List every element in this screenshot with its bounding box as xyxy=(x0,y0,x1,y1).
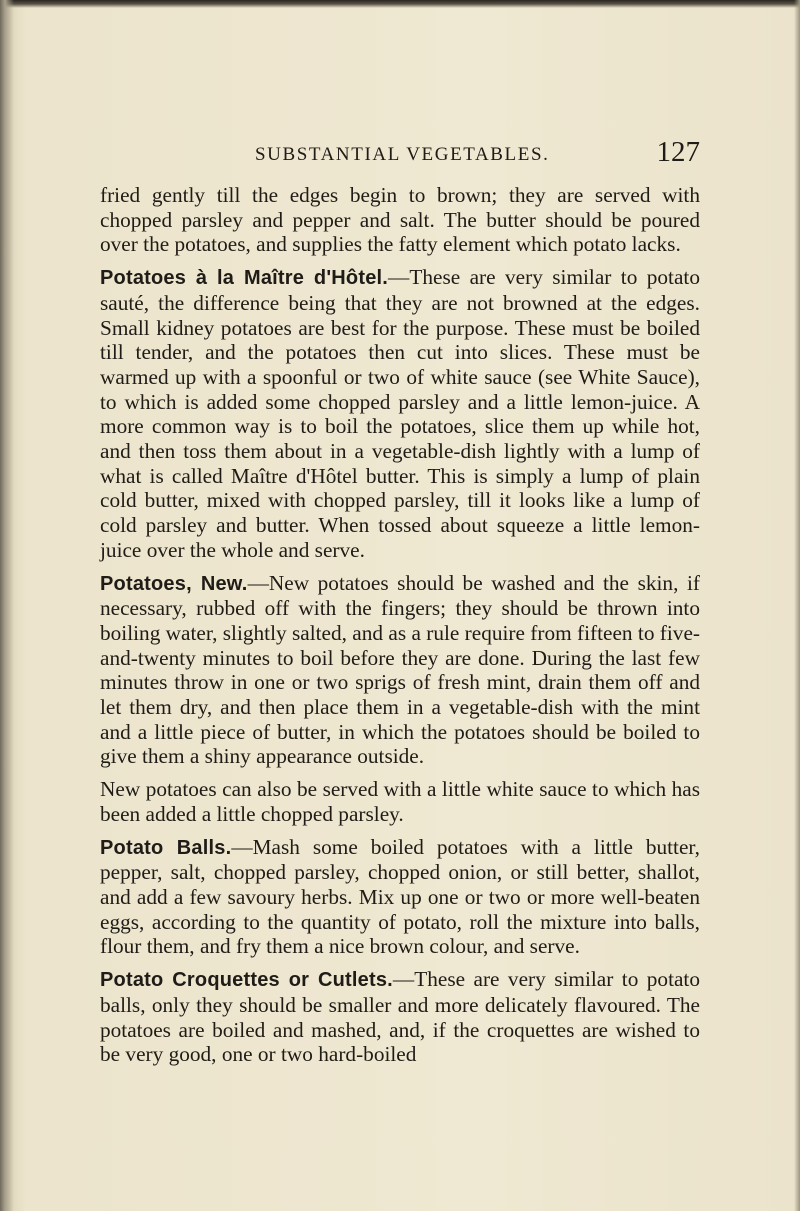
recipe-heading: Potatoes, New. xyxy=(100,572,248,595)
recipe-heading: Potatoes à la Maître d'Hôtel. xyxy=(100,267,389,290)
page-right-edge xyxy=(794,0,800,1211)
paragraph-body: —Mash some boiled potatoes with a little butter, pepper, salt, chopped parsley, chopped onion, or still better, shallot, and add a few savoury herbs. Mix up one or two or more well-beaten eggs, according to the quantity of potato, roll the mixture into balls, flour them, and fry them a nice brown colour, and serve. xyxy=(100,834,700,959)
running-head: SUBSTANTIAL VEGETABLES. xyxy=(255,144,550,165)
paragraph-potato-croquettes xyxy=(100,967,700,1067)
paragraph-new-potatoes-note xyxy=(100,777,700,826)
paragraph-body: —New potatoes should be washed and the skin, if necessary, rubbed off with the fingers; they should be thrown into boiling water, slightly salted, and as a rule require from fifteen to five-and-twenty minutes to boil before they are done. During the last few minutes throw in one or two sprigs of fresh mint, drain them off and let them dry, and then place them in a vegetable-dish with the mint and a little piece of butter, in which the potatoes should be boiled to give them a shiny appearance outside. xyxy=(100,570,700,769)
page-top-shadow xyxy=(0,0,800,8)
recipe-heading: Potato Croquettes or Cutlets. xyxy=(100,969,393,992)
paragraph-continuation xyxy=(100,183,700,257)
paragraph-maitre-d-hotel xyxy=(100,265,700,562)
paragraph-body: —These are very similar to potato sauté, the difference being that they are not browned at the edges. Small kidney potatoes are best for the purpose. These must be boiled till tender, and the potatoes then cut into slices. These must be warmed up with a spoonful or two of white sauce (see White Sauce), to which is added some chopped parsley and a little lemon-juice. A more common way is to boil the potatoes, slice them up while hot, and then toss them about in a vegetable-dish lightly with a lump of what is called Maître d'Hôtel butter. This is simply a lump of plain cold butter, mixed with chopped parsley, till it looks like a lump of cold parsley and butter. When tossed about squeeze a little lemon-juice over the whole and serve. xyxy=(100,265,700,562)
recipe-heading: Potato Balls. xyxy=(100,836,232,859)
page-binding-edge xyxy=(0,0,14,1211)
paragraph-body: New potatoes can also be served with a little white sauce to which has been added a little chopped parsley. xyxy=(100,777,700,826)
page-number: 127 xyxy=(656,136,700,168)
paragraph-body: —These are very similar to potato balls, only they should be smaller and more delicately flavoured. The potatoes are boiled and mashed, and, if the croquettes are wished to be very good, one or two hard-boiled xyxy=(100,967,701,1067)
body-text xyxy=(100,183,700,1067)
paragraph-body: fried gently till the edges begin to brown; they are served with chopped parsley and pepper and salt. The butter should be poured over the potatoes, and supplies the fatty element which potato lacks. xyxy=(100,183,700,257)
page-header xyxy=(255,136,700,176)
paragraph-new-potatoes xyxy=(100,571,700,770)
paragraph-potato-balls xyxy=(100,835,700,960)
